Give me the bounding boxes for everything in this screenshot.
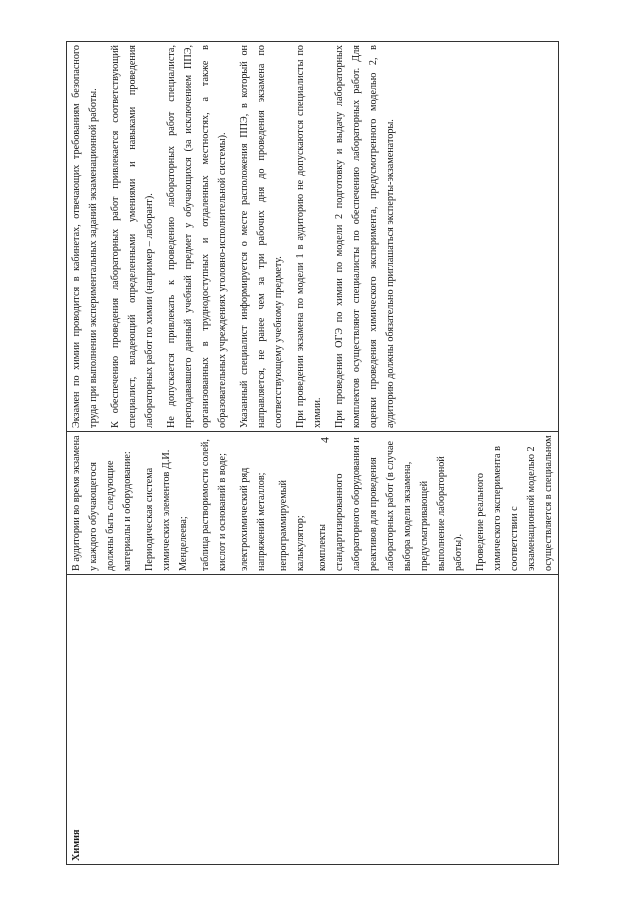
requirement-item: электрохимический ряд напряжений металлов;	[239, 467, 267, 571]
comment-paragraph: Не допускается привлекать к проведению лабораторных работ специалиста, преподававшего данный учебный предмет у обучающихся (за исключением ППЭ, организованных в труднодоступных и отдаленных местностях, а также в образовательных учреждениях уголовно-исполнительной системы).	[166, 45, 228, 428]
comments-cell	[67, 42, 559, 432]
requirement-item: таблица растворимости солей, кислот и оснований в воде;	[200, 439, 228, 571]
table-row	[67, 42, 559, 865]
rotated-page-content	[66, 42, 554, 865]
requirement-item: Проведение реального химического эксперимента в соответствии с экзаменационной моделью 2 осуществляется в специальном	[475, 435, 554, 571]
comment-paragraph: При проведении экзамена по модели 1 в аудиторию не допускаются специалисты по химии.	[295, 45, 323, 428]
comment-paragraph: К обеспечению проведения лабораторных работ привлекается соответствующий специалист, владеющий определенными умениями и навыками проведения лабораторных работ по химии (например – лаборант).	[110, 45, 155, 428]
comment-paragraph: Указанный специалист информируется о месте расположения ППЭ, в который он направляется, не ранее чем за три рабочих дня до проведения экзамена по соответствующему учебному предмету.	[239, 45, 284, 428]
requirement-item: комплекты стандартизированного лабораторного оборудования и реактивов для проведения лабораторных работ (в случае выбора модели экзамена, предусматривающей выполнение лабораторной работы).	[317, 437, 464, 571]
page-number: 4	[317, 437, 332, 443]
comment-paragraph: Экзамен по химии проводится в кабинетах, отвечающих требованиям безопасного труда при выполнении экспериментальных заданий экзаменационной работы.	[71, 45, 99, 428]
comment-paragraph: При проведении ОГЭ по химии по модели 2 подготовку и выдачу лабораторных комплектов осуществляют специалисты по обеспечению лабораторных работ. Для оценки проведения химического эксперимента, предусмотренного моделью 2, в аудиторию должны обязательно приглашаться эксперты-экзаменаторы.	[334, 45, 396, 428]
subject-name: Химия	[71, 829, 82, 861]
subject-cell	[67, 575, 559, 865]
exam-requirements-table	[66, 41, 559, 865]
requirements-cell	[67, 432, 559, 575]
requirement-intro: В аудитории во время экзамена у каждого обучающегося должны быть следующие материалы и оборудование:	[71, 435, 133, 571]
requirement-item: непрограммируемый калькулятор;	[278, 480, 306, 571]
requirement-item: Периодическая система химических элементов Д.И. Менделеева;	[144, 449, 189, 571]
